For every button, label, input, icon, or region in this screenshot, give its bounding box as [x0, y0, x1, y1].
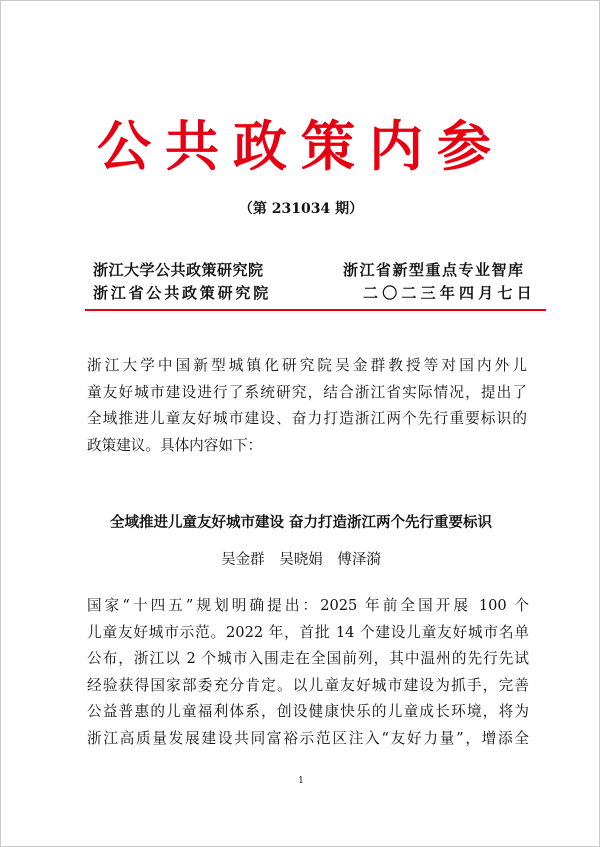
body-line: 浙江高质量发展建设共同富裕示范区注入“友好力量”，增添全 — [87, 729, 529, 747]
body-line: 国家“十四五”规划明确提出：2025 年前全国开展 100 个 — [87, 597, 529, 614]
intro-line: 全域推进儿童友好城市建设、奋力打造浙江两个先行重要标识的 — [87, 410, 527, 427]
publisher-line-1: 浙江大学公共政策研究院 — [93, 261, 264, 279]
body-line: 公益普惠的儿童福利体系，创设健康快乐的儿童成长环境，将为 — [87, 703, 529, 720]
body-line: 公布，浙江以 2 个城市入围走在全国前列，其中温州的先行先试 — [87, 650, 529, 667]
intro-line: 浙江大学中国新型城镇化研究院吴金群教授等对国内外儿 — [87, 357, 527, 374]
think-tank-label: 浙江省新型重点专业智库 — [343, 261, 525, 279]
article-authors: 吴金群 吴晓娟 傅泽漪 — [221, 552, 381, 568]
issue-number: （第 231034 期） — [238, 201, 364, 217]
publish-date: 二〇二三年四月七日 — [363, 284, 536, 302]
intro-paragraph — [87, 353, 527, 459]
intro-line: 童友好城市建设进行了系统研究，结合浙江省实际情况，提出了 — [87, 383, 527, 401]
body-paragraph — [87, 593, 529, 752]
masthead-title: 公共政策内参 — [97, 114, 505, 178]
article-title: 全域推进儿童友好城市建设 奋力打造浙江两个先行重要标识 — [109, 515, 493, 531]
publisher-line-2: 浙江省公共政策研究院 — [93, 284, 272, 302]
page-number: 1 — [298, 776, 304, 786]
body-line: 经验获得国家部委充分肯定。以儿童友好城市建设为抓手，完善 — [87, 676, 529, 694]
intro-line: 政策建议。具体内容如下： — [87, 436, 263, 454]
body-line: 儿童友好城市示范。2022 年，首批 14 个建设儿童友好城市名单 — [87, 623, 529, 641]
red-divider — [85, 309, 546, 311]
